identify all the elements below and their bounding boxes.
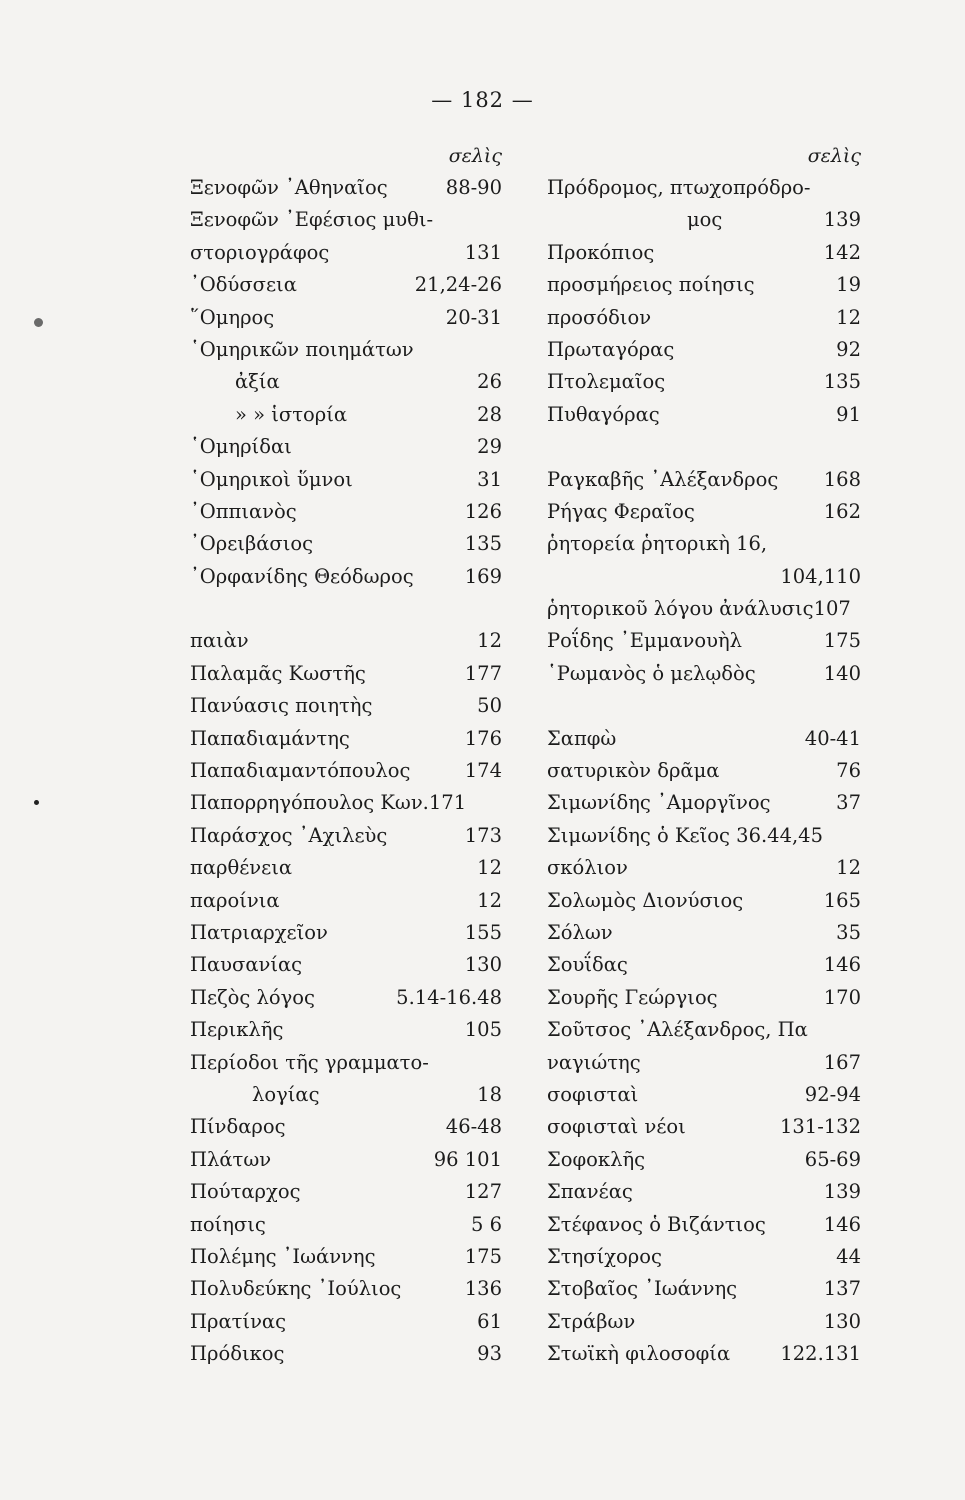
entry-term: Παπορρηγόπουλος Κων.171 bbox=[190, 791, 467, 815]
entry-term: σατυρικὸν δρᾶμα bbox=[547, 759, 720, 783]
entry-pages: 93 bbox=[477, 1342, 502, 1366]
index-entry bbox=[547, 496, 861, 528]
index-entry bbox=[547, 366, 861, 398]
index-entry bbox=[547, 787, 861, 819]
entry-term: Παπαδιαμαντόπουλος bbox=[190, 759, 411, 783]
index-entry bbox=[190, 1306, 502, 1338]
entry-term: Παράσχος ᾿Αχιλεὺς bbox=[190, 823, 388, 847]
entry-pages: 50 bbox=[477, 694, 502, 718]
entry-term: παρθένεια bbox=[190, 856, 293, 880]
entry-term: παιὰν bbox=[190, 629, 249, 653]
entry-pages: 167 bbox=[823, 1050, 861, 1074]
entry-term: Σοῦτσος ᾿Αλέξανδρος, Πα bbox=[547, 1018, 808, 1042]
index-entry bbox=[547, 464, 861, 496]
index-entry bbox=[547, 302, 861, 334]
index-entry bbox=[547, 1273, 861, 1305]
index-entry bbox=[547, 723, 861, 755]
index-entry bbox=[547, 269, 861, 301]
entry-term: Σοφοκλῆς bbox=[547, 1147, 646, 1171]
entry-pages: 105 bbox=[464, 1018, 502, 1042]
index-column-left bbox=[190, 140, 502, 1370]
index-entry bbox=[547, 1111, 861, 1143]
index-entry bbox=[190, 1176, 502, 1208]
index-entry bbox=[190, 1014, 502, 1046]
entry-pages: 136 bbox=[464, 1277, 502, 1301]
index-entry bbox=[190, 334, 502, 366]
entry-pages: 92-94 bbox=[804, 1082, 861, 1106]
entry-term: Περίοδοι τῆς γραμματο- bbox=[190, 1050, 429, 1074]
entry-term: ῾Ομηρίδαι bbox=[190, 435, 292, 459]
index-entry bbox=[190, 431, 502, 463]
index-entry bbox=[190, 1144, 502, 1176]
entry-pages: 135 bbox=[464, 532, 502, 556]
entry-pages: 92 bbox=[836, 337, 861, 361]
entry-term: Προκόπιος bbox=[547, 240, 655, 264]
entry-pages: 175 bbox=[823, 629, 861, 653]
index-entry bbox=[547, 1209, 861, 1241]
entry-term: ῥητορεία ῥητορικὴ 16, bbox=[547, 532, 768, 556]
entry-pages: 96 101 bbox=[433, 1147, 502, 1171]
index-entry bbox=[190, 464, 502, 496]
index-entry bbox=[190, 237, 502, 269]
entry-pages: 142 bbox=[823, 240, 861, 264]
entry-term: Πλάτων bbox=[190, 1147, 272, 1171]
entry-term: Στησίχορος bbox=[547, 1244, 662, 1268]
entry-pages: 135 bbox=[823, 370, 861, 394]
index-entry bbox=[547, 658, 861, 690]
index-spacer bbox=[190, 593, 502, 625]
entry-pages: 5.14-16.48 bbox=[396, 985, 502, 1009]
index-entry bbox=[547, 917, 861, 949]
entry-pages: 37 bbox=[836, 791, 861, 815]
entry-pages: 139 bbox=[823, 208, 861, 232]
index-entry bbox=[547, 1014, 861, 1046]
index-entry bbox=[190, 690, 502, 722]
entry-pages: 12 bbox=[477, 888, 502, 912]
entry-pages: 28 bbox=[477, 402, 502, 426]
entry-term: Σολωμὸς Διονύσιος bbox=[547, 888, 744, 912]
index-entry bbox=[190, 269, 502, 301]
entry-pages: 76 bbox=[836, 759, 861, 783]
entry-pages: 12 bbox=[477, 856, 502, 880]
index-entry bbox=[547, 1144, 861, 1176]
index-entry bbox=[190, 1047, 502, 1079]
index-entry bbox=[190, 723, 502, 755]
entry-pages: 139 bbox=[823, 1180, 861, 1204]
entry-term: Στέφανος ὁ Βιζάντιος bbox=[547, 1212, 766, 1236]
column-header: σελὶς bbox=[807, 145, 861, 167]
index-entry bbox=[547, 1047, 861, 1079]
index-entry bbox=[547, 399, 861, 431]
index-entry bbox=[547, 1338, 861, 1370]
index-entry bbox=[190, 204, 502, 236]
entry-pages: 130 bbox=[823, 1309, 861, 1333]
entry-term: σοφισταὶ bbox=[547, 1082, 639, 1106]
entry-term: Περικλῆς bbox=[190, 1018, 284, 1042]
entry-pages: 65-69 bbox=[804, 1147, 861, 1171]
index-entry bbox=[547, 949, 861, 981]
entry-term: Στοβαῖος ᾿Ιωάννης bbox=[547, 1277, 738, 1301]
entry-pages: 35 bbox=[836, 920, 861, 944]
scan-speck bbox=[34, 800, 39, 805]
entry-term: ῥητορικοῦ λόγου ἀνάλυσις107 bbox=[547, 597, 851, 621]
entry-term: Πρόδικος bbox=[190, 1342, 285, 1366]
entry-term: λογίας bbox=[252, 1082, 320, 1106]
entry-pages: 31 bbox=[477, 467, 502, 491]
entry-term: ναγιώτης bbox=[547, 1050, 641, 1074]
entry-term: Πεζὸς λόγος bbox=[190, 985, 315, 1009]
index-entry bbox=[190, 1338, 502, 1370]
entry-pages: 165 bbox=[823, 888, 861, 912]
entry-term: Σιμωνίδης ᾿Αμοργῖνος bbox=[547, 791, 771, 815]
entry-pages: 175 bbox=[464, 1244, 502, 1268]
entry-term: ᾿Ορφανίδης Θεόδωρος bbox=[190, 564, 414, 588]
entry-pages: 5 6 bbox=[470, 1212, 502, 1236]
index-entry bbox=[190, 755, 502, 787]
entry-term: προσμήρειος ποίησις bbox=[547, 273, 755, 297]
entry-term: ᾿Οδύσσεια bbox=[190, 273, 297, 297]
entry-term: Σόλων bbox=[547, 920, 613, 944]
entry-term: Ξενοφῶν ᾿Εφέσιος μυθι- bbox=[190, 208, 434, 232]
entry-term: Σαπφὼ bbox=[547, 726, 617, 750]
index-entry bbox=[190, 625, 502, 657]
entry-term: Πυθαγόρας bbox=[547, 402, 660, 426]
index-entry bbox=[547, 852, 861, 884]
index-entry bbox=[547, 172, 861, 204]
entry-pages: 146 bbox=[823, 1212, 861, 1236]
entry-term: μος bbox=[687, 208, 723, 232]
index-entry bbox=[547, 625, 861, 657]
entry-term: προσόδιον bbox=[547, 305, 652, 329]
index-entry bbox=[190, 1273, 502, 1305]
entry-pages: 18 bbox=[477, 1082, 502, 1106]
entry-pages: 12 bbox=[477, 629, 502, 653]
entry-term: » » ἱστορία bbox=[235, 402, 348, 426]
entry-pages: 155 bbox=[464, 920, 502, 944]
entry-pages: 46-48 bbox=[445, 1115, 502, 1139]
entry-term: Πολέμης ᾿Ιωάννης bbox=[190, 1244, 376, 1268]
entry-term: Πίνδαρος bbox=[190, 1115, 286, 1139]
entry-term: Πολυδεύκης ᾿Ιούλιος bbox=[190, 1277, 402, 1301]
entry-term: Πρωταγόρας bbox=[547, 337, 675, 361]
entry-term: Ξενοφῶν ᾿Αθηναῖος bbox=[190, 176, 388, 199]
entry-term: ἀξία bbox=[235, 370, 280, 394]
index-entry bbox=[547, 755, 861, 787]
entry-pages: 146 bbox=[823, 953, 861, 977]
entry-term: Παπαδιαμάντης bbox=[190, 726, 350, 750]
index-entry bbox=[190, 1079, 502, 1111]
entry-pages: 173 bbox=[464, 823, 502, 847]
column-header: σελὶς bbox=[448, 145, 502, 167]
index-entry bbox=[190, 1241, 502, 1273]
index-entry bbox=[190, 787, 502, 819]
index-entry bbox=[547, 820, 861, 852]
index-entry bbox=[547, 561, 861, 593]
entry-pages: 162 bbox=[823, 499, 861, 523]
entry-pages: 40-41 bbox=[804, 726, 861, 750]
entry-term: Ροΐδης ᾿Εμμανουὴλ bbox=[547, 629, 743, 653]
entry-pages: 169 bbox=[464, 564, 502, 588]
entry-pages: 88-90 bbox=[445, 176, 502, 199]
index-entry bbox=[547, 528, 861, 560]
index-entry bbox=[547, 237, 861, 269]
entry-term: Σιμωνίδης ὁ Κεῖος 36.44,45 bbox=[547, 823, 823, 847]
entry-term: Πούταρχος bbox=[190, 1180, 301, 1204]
index-entry bbox=[190, 820, 502, 852]
index-entry bbox=[190, 1209, 502, 1241]
entry-term: σοφισταὶ νέοι bbox=[547, 1115, 686, 1139]
entry-term: ῾Ρωμανὸς ὁ μελῳδὸς bbox=[547, 661, 756, 685]
entry-pages: 176 bbox=[464, 726, 502, 750]
scan-speck bbox=[34, 318, 43, 327]
entry-term: ποίησις bbox=[190, 1212, 266, 1236]
index-entry bbox=[190, 302, 502, 334]
entry-term: Πτολεμαῖος bbox=[547, 370, 666, 394]
entry-term: παροίνια bbox=[190, 888, 280, 912]
entry-pages: 29 bbox=[477, 435, 502, 459]
index-entry bbox=[547, 1241, 861, 1273]
entry-pages: 177 bbox=[464, 661, 502, 685]
entry-term: Σουΐδας bbox=[547, 953, 628, 977]
entry-term: Σουρῆς Γεώργιος bbox=[547, 985, 718, 1009]
index-entry bbox=[547, 1306, 861, 1338]
entry-term: Ρήγας Φεραῖος bbox=[547, 499, 695, 523]
index-entry bbox=[547, 885, 861, 917]
index-entry bbox=[190, 1111, 502, 1143]
entry-pages: 137 bbox=[823, 1277, 861, 1301]
page-number: — 182 — bbox=[431, 88, 534, 112]
entry-term: στοριογράφος bbox=[190, 240, 330, 264]
entry-pages: 44 bbox=[836, 1244, 861, 1268]
entry-term: ῞Ομηρος bbox=[190, 305, 275, 329]
entry-pages: 130 bbox=[464, 953, 502, 977]
index-entry bbox=[190, 885, 502, 917]
entry-pages: 91 bbox=[836, 402, 861, 426]
entry-pages: 127 bbox=[464, 1180, 502, 1204]
entry-term: Σπανέας bbox=[547, 1180, 633, 1204]
entry-pages: 12 bbox=[836, 305, 861, 329]
index-entry bbox=[190, 496, 502, 528]
entry-term: Ραγκαβῆς ᾿Αλέξανδρος bbox=[547, 467, 779, 491]
index-entry bbox=[190, 852, 502, 884]
index-entry bbox=[547, 334, 861, 366]
index-entry bbox=[190, 172, 502, 204]
entry-term: σκόλιον bbox=[547, 856, 628, 880]
index-spacer bbox=[547, 690, 861, 722]
entry-term: ᾿Ορειβάσιος bbox=[190, 532, 314, 556]
entry-term: Πρατίνας bbox=[190, 1309, 287, 1333]
index-entry bbox=[190, 982, 502, 1014]
index-entry bbox=[547, 982, 861, 1014]
entry-pages: 104,110 bbox=[780, 564, 861, 588]
entry-term: Πρόδρομος, πτωχοπρόδρο- bbox=[547, 176, 811, 199]
entry-pages: 21,24-26 bbox=[414, 273, 502, 297]
index-entry bbox=[190, 917, 502, 949]
entry-pages: 20-31 bbox=[445, 305, 502, 329]
entry-pages: 19 bbox=[836, 273, 861, 297]
entry-pages: 126 bbox=[464, 499, 502, 523]
index-entry bbox=[547, 1079, 861, 1111]
entry-pages: 26 bbox=[477, 370, 502, 394]
index-entry bbox=[190, 561, 502, 593]
entry-term: Πατριαρχεῖον bbox=[190, 920, 328, 944]
entry-pages: 131-132 bbox=[779, 1115, 861, 1139]
index-entry bbox=[190, 399, 502, 431]
entry-pages: 170 bbox=[823, 985, 861, 1009]
entry-term: ᾿Οππιανὸς bbox=[190, 499, 297, 523]
entry-pages: 131 bbox=[464, 240, 502, 264]
index-spacer bbox=[547, 431, 861, 463]
index-entry bbox=[547, 1176, 861, 1208]
index-entry bbox=[190, 658, 502, 690]
index-entry bbox=[190, 366, 502, 398]
entry-term: Πανύασις ποιητὴς bbox=[190, 694, 373, 718]
index-column-right bbox=[547, 140, 861, 1370]
entry-pages: 61 bbox=[477, 1309, 502, 1333]
entry-term: ῾Ομηρικῶν ποιημάτων bbox=[190, 337, 414, 361]
entry-term: ῾Ομηρικοὶ ὕμνοι bbox=[190, 467, 353, 491]
entry-term: Στράβων bbox=[547, 1309, 636, 1333]
entry-pages: 12 bbox=[836, 856, 861, 880]
entry-term: Στωϊκὴ φιλοσοφία bbox=[547, 1342, 731, 1366]
index-entry bbox=[190, 949, 502, 981]
entry-pages: 140 bbox=[823, 661, 861, 685]
entry-term: Παυσανίας bbox=[190, 953, 303, 977]
entry-pages: 174 bbox=[464, 759, 502, 783]
index-entry bbox=[190, 528, 502, 560]
index-entry bbox=[547, 593, 861, 625]
entry-pages: 122.131 bbox=[780, 1342, 861, 1366]
entry-pages: 168 bbox=[823, 467, 861, 491]
entry-term: Παλαμᾶς Κωστῆς bbox=[190, 661, 366, 685]
index-entry bbox=[547, 204, 861, 236]
